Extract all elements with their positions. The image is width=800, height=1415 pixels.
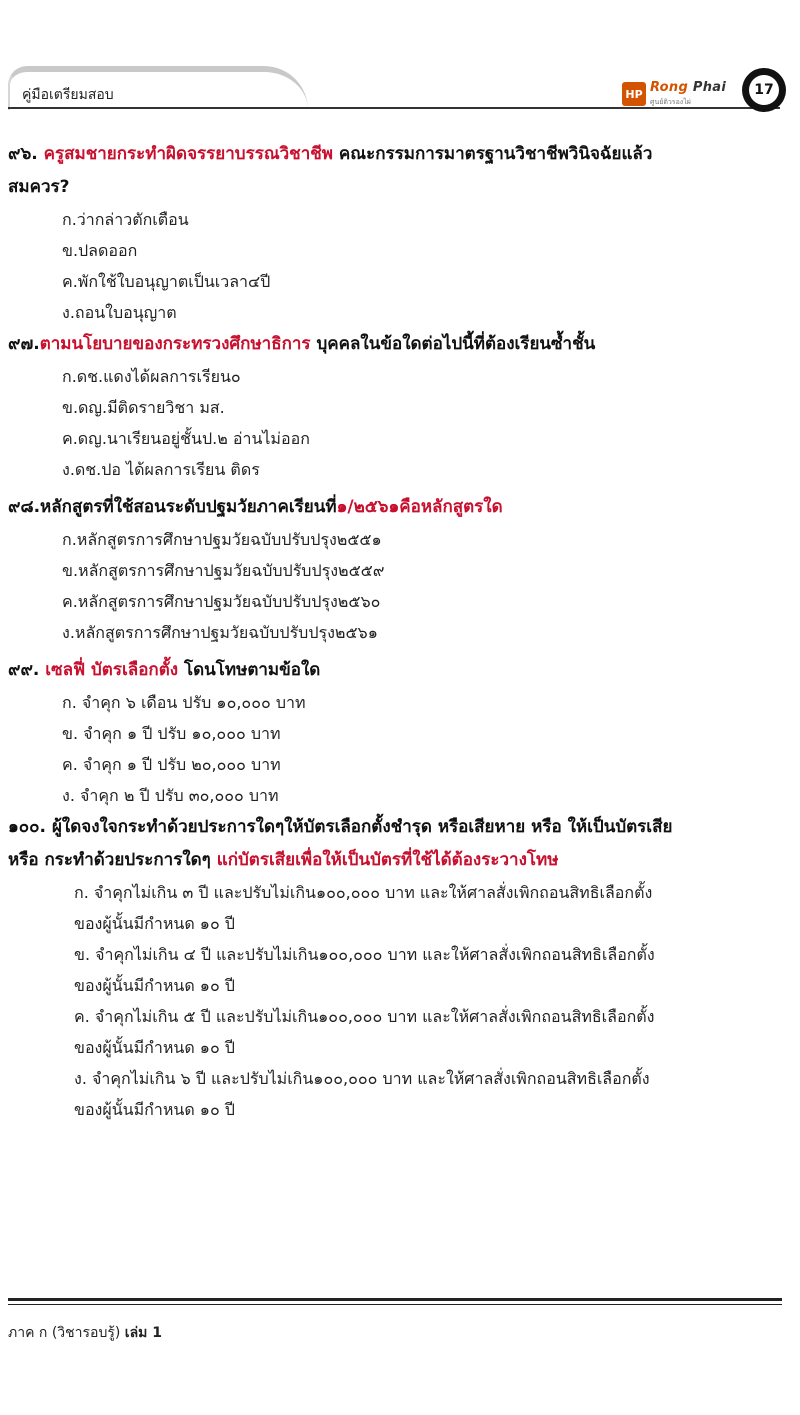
question-number: ๙๗. — [8, 334, 40, 354]
page-number-badge — [742, 68, 786, 112]
option-line: ข. จำคุกไม่เกิน ๔ ปี และปรับไม่เกิน๑๐๐,๐๐๐ บาท และให้ศาลสั่งเพิกถอนสิทธิเลือกตั้ง — [74, 945, 655, 964]
question-text: โดนโทษตามข้อใด — [183, 660, 321, 680]
option: ง.ดช.ปอ ได้ผลการเรียน ติดร — [62, 460, 260, 479]
logo-text-2: Phai — [692, 80, 727, 95]
question-highlight: ๑/๒๕๖๑ — [336, 497, 400, 517]
question-text: คณะกรรมการมาตรฐานวิชาชีพวินิจฉัยแล้ว — [338, 144, 653, 164]
footer-text: ภาค ก (วิชารอบรู้) — [8, 1325, 121, 1341]
logo-subtext: ศูนย์ติวรองไผ่ — [650, 98, 691, 106]
option: ข.หลักสูตรการศึกษาปฐมวัยฉบับปรับปรุง๒๕๕๙ — [62, 561, 385, 580]
header-title: คู่มือเตรียมสอบ — [22, 87, 114, 103]
rongphai-logo — [622, 78, 754, 108]
option — [8, 877, 788, 939]
logo-mark-icon: HP — [622, 82, 646, 106]
option: ง.หลักสูตรการศึกษาปฐมวัยฉบับปรับปรุง๒๕๖๑ — [62, 623, 378, 642]
question-text: บุคคลในข้อใดต่อไปนี้ที่ต้องเรียนซ้ำชั้น — [316, 334, 596, 354]
option-line-cont: ของผู้นั้นมีกำหนด ๑๐ ปี — [74, 1100, 235, 1119]
option — [8, 1001, 788, 1063]
option: ง.ถอนใบอนุญาต — [62, 303, 177, 322]
option — [8, 939, 788, 1001]
question-number: ๙๙. — [8, 660, 40, 680]
option-line-cont: ของผู้นั้นมีกำหนด ๑๐ ปี — [74, 1038, 235, 1057]
question-100-line2 — [8, 844, 788, 877]
question-text: หลักสูตรที่ใช้สอนระดับปฐมวัยภาคเรียนที่ — [40, 497, 337, 517]
option: ข.ดญ.มีติดรายวิชา มส. — [62, 398, 225, 417]
question-highlight: เซลฟี่ บัตรเลือกตั้ง — [45, 660, 179, 680]
option: ง. จำคุก ๒ ปี ปรับ ๓๐,๐๐๐ บาท — [62, 786, 279, 805]
question-highlight-rest: คือหลักสูตรใด — [399, 497, 503, 517]
option: ค.หลักสูตรการศึกษาปฐมวัยฉบับปรับปรุง๒๕๖๐ — [62, 592, 381, 611]
option: ค. จำคุก ๑ ปี ปรับ ๒๐,๐๐๐ บาท — [62, 755, 281, 774]
question-highlight: แก่บัตรเสียเพื่อให้เป็นบัตรที่ใช้ได้ต้องระวางโทษ — [216, 850, 559, 870]
logo-text — [650, 80, 726, 95]
question-96-line2: สมควร? — [8, 177, 70, 197]
option-line: ก. จำคุกไม่เกิน ๓ ปี และปรับไม่เกิน๑๐๐,๐๐๐ บาท และให้ศาลสั่งเพิกถอนสิทธิเลือกตั้ง — [74, 883, 653, 902]
option: ค.พักใช้ใบอนุญาตเป็นเวลา๔ปี — [62, 272, 271, 291]
footer-rule-thin — [8, 1304, 782, 1305]
document-content — [8, 138, 788, 1125]
question-number: ๙๖. — [8, 144, 38, 164]
option-line: ง. จำคุกไม่เกิน ๖ ปี และปรับไม่เกิน๑๐๐,๐๐๐ บาท และให้ศาลสั่งเพิกถอนสิทธิเลือกตั้ง — [74, 1069, 650, 1088]
logo-text-1: Rong — [650, 80, 689, 95]
question-97 — [8, 328, 788, 361]
option: ข. จำคุก ๑ ปี ปรับ ๑๐,๐๐๐ บาท — [62, 724, 281, 743]
option-line: ค. จำคุกไม่เกิน ๕ ปี และปรับไม่เกิน๑๐๐,๐๐๐ บาท และให้ศาลสั่งเพิกถอนสิทธิเลือกตั้ง — [74, 1007, 655, 1026]
option — [8, 1063, 788, 1125]
option-line-cont: ของผู้นั้นมีกำหนด ๑๐ ปี — [74, 914, 235, 933]
question-96 — [8, 138, 788, 171]
footer-rule — [8, 1298, 782, 1301]
question-98 — [8, 491, 788, 524]
question-highlight: ตามนโยบายของกระทรวงศึกษาธิการ — [39, 334, 311, 354]
footer-volume: เล่ม 1 — [124, 1325, 162, 1341]
option: ก. จำคุก ๖ เดือน ปรับ ๑๐,๐๐๐ บาท — [62, 693, 306, 712]
option: ก.หลักสูตรการศึกษาปฐมวัยฉบับปรับปรุง๒๕๕๑ — [62, 530, 382, 549]
question-text: หรือ กระทำด้วยประการใดๆ — [8, 850, 211, 870]
question-number: ๙๘. — [8, 497, 41, 517]
question-number: ๑๐๐. — [8, 817, 47, 837]
question-text: ผู้ใดจงใจกระทำด้วยประการใดๆให้บัตรเลือกตั้งชำรุด หรือเสียหาย หรือ ให้เป็นบัตรเสีย — [51, 817, 673, 837]
option: ก.ว่ากล่าวตักเตือน — [62, 210, 189, 229]
question-highlight: ครูสมชายกระทำผิดจรรยาบรรณวิชาชีพ — [43, 144, 333, 164]
option: ข.ปลดออก — [62, 241, 138, 260]
page-number: 17 — [749, 75, 779, 105]
question-100 — [8, 811, 788, 844]
option: ค.ดญ.นาเรียนอยู่ชั้นป.๒ อ่านไม่ออก — [62, 429, 310, 448]
question-99 — [8, 654, 788, 687]
option-line-cont: ของผู้นั้นมีกำหนด ๑๐ ปี — [74, 976, 235, 995]
option: ก.ดช.แดงได้ผลการเรียน๐ — [62, 367, 241, 386]
footer — [8, 1322, 162, 1344]
